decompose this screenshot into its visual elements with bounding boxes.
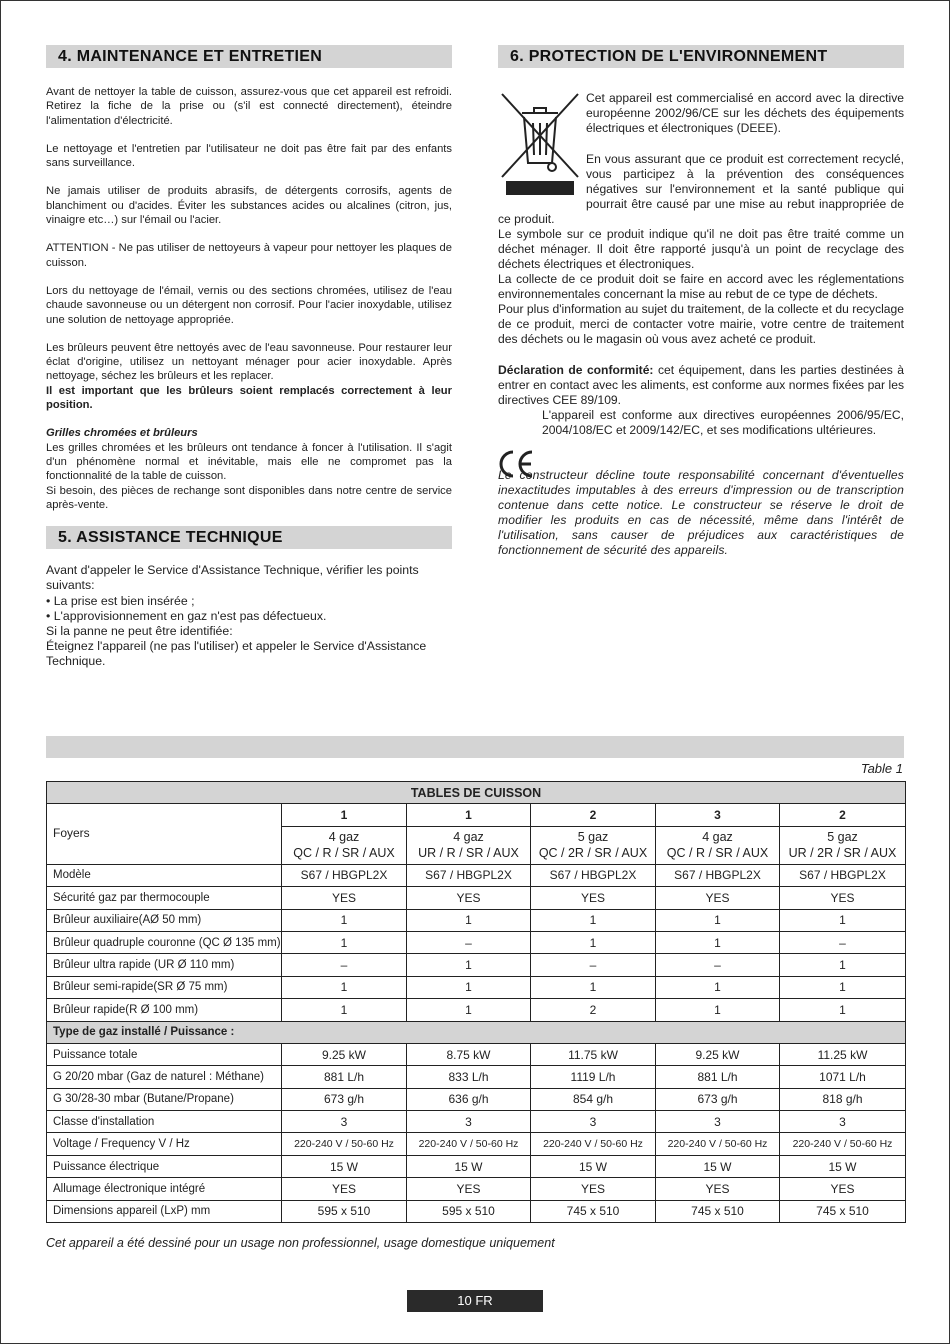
column-number: 2 xyxy=(531,804,656,826)
row-value: 745 x 510 xyxy=(656,1200,780,1222)
row-value: – xyxy=(780,931,906,953)
assistance-item: • L'approvisionnement en gaz n'est pas défectueux. xyxy=(46,608,327,623)
grilles-paragraph: Si besoin, des pièces de rechange sont disponibles dans notre centre de service après-vente. xyxy=(46,484,452,511)
table-row xyxy=(47,999,906,1021)
row-value: 15 W xyxy=(780,1155,906,1177)
row-value: 11.75 kW xyxy=(531,1043,656,1065)
row-value: 8.75 kW xyxy=(407,1043,531,1065)
row-value: YES xyxy=(407,1178,531,1200)
row-value: – xyxy=(407,931,531,953)
maintenance-paragraph: Le nettoyage et l'entretien par l'utilisateur ne doit pas être fait par des enfants sans surveillance. xyxy=(46,142,452,170)
assistance-item: Éteignez l'appareil (ne pas l'utiliser) et appeler le Service d'Assistance Technique. xyxy=(46,639,427,669)
row-value: 11.25 kW xyxy=(780,1043,906,1065)
maintenance-warning: Il est important que les brûleurs soient remplacés correctement à leur position. xyxy=(46,384,452,412)
table-row xyxy=(47,954,906,976)
disclaimer-paragraph: Le constructeur décline toute responsabilité concernant d'éventuelles inexactitudes imputables à des erreurs d'impression ou de transcription contenue dans cette notice. Le constructeur se réserve le droit de modifier les produits en cas de nécessité, même dans l'intérêt de l'utilisation, sans causer de préjudices aux caractéristiques de fonctionnement de sécurité des appareils. xyxy=(498,468,904,557)
maintenance-heading: 4. MAINTENANCE ET ENTRETIEN xyxy=(46,45,452,68)
row-value: 881 L/h xyxy=(282,1066,407,1088)
row-value: YES xyxy=(780,887,906,909)
row-value: 1 xyxy=(407,954,531,976)
assistance-heading: 5. ASSISTANCE TECHNIQUE xyxy=(46,526,452,549)
row-value: 3 xyxy=(656,1111,780,1133)
row-value: 673 g/h xyxy=(656,1088,780,1110)
environment-paragraph: Cet appareil est commercialisé en accord avec la directive européenne 2002/96/CE sur les déchets des équipements électriques et électroniques (DEEE). xyxy=(586,91,904,135)
table-footnote: Cet appareil a été dessiné pour un usage non professionnel, usage domestique uniquement xyxy=(46,1236,555,1250)
row-label: Brûleur rapide(R Ø 100 mm) xyxy=(47,999,282,1021)
row-value: 1 xyxy=(531,909,656,931)
row-value: 833 L/h xyxy=(407,1066,531,1088)
table-note: Table 1 xyxy=(860,761,903,776)
table-title-row xyxy=(47,782,906,804)
grilles-subheading: Grilles chromées et brûleurs xyxy=(46,427,198,440)
declaration-text: cet équipement, dans les parties destinées à entrer en contact avec les aliments, est conforme aux normes fixées par les directives CEE 89/109. xyxy=(498,363,905,407)
burner-config: QC / R / SR / AUX xyxy=(293,846,395,861)
row-value: YES xyxy=(282,887,407,909)
row-value: 1 xyxy=(282,931,407,953)
table-number-row xyxy=(47,804,906,826)
row-value: 636 g/h xyxy=(407,1088,531,1110)
row-value: YES xyxy=(407,887,531,909)
declaration-paragraph xyxy=(498,363,904,408)
table-row xyxy=(47,864,906,886)
row-value: 15 W xyxy=(407,1155,531,1177)
column-number: 1 xyxy=(407,804,531,826)
table-row xyxy=(47,1088,906,1110)
row-value: 881 L/h xyxy=(656,1066,780,1088)
row-value: 2 xyxy=(531,999,656,1021)
row-value: YES xyxy=(656,1178,780,1200)
maintenance-paragraph: Avant de nettoyer la table de cuisson, assurez-vous que cet appareil est refroidi. Retirez la fiche de la prise ou (s'il est connecté directement), éteindre l'alimentation d'électricité. xyxy=(46,86,452,127)
row-label: Puissance totale xyxy=(47,1043,282,1065)
row-label: G 20/20 mbar (Gaz de naturel : Méthane) xyxy=(47,1066,282,1088)
row-value: 220-240 V / 50-60 Hz xyxy=(531,1133,656,1155)
row-value: – xyxy=(656,954,780,976)
table-row xyxy=(47,887,906,909)
column-number: 1 xyxy=(282,804,407,826)
environment-paragraph: La collecte de ce produit doit se faire en accord avec les réglementations environnementales concernant la mise au rebut de ce type de déchets. xyxy=(498,272,904,301)
row-value: 595 x 510 xyxy=(407,1200,531,1222)
left-column xyxy=(46,45,452,670)
row-value: 1 xyxy=(282,909,407,931)
row-value: 1 xyxy=(531,931,656,953)
burner-config: UR / R / SR / AUX xyxy=(418,846,519,861)
row-value: 1 xyxy=(780,909,906,931)
gas-count: 4 gaz xyxy=(328,830,360,845)
row-label: Sécurité gaz par thermocouple xyxy=(47,887,282,909)
row-value: 3 xyxy=(282,1111,407,1133)
row-value: S67 / HBGPL2X xyxy=(531,864,656,886)
table-row xyxy=(47,909,906,931)
table-row xyxy=(47,976,906,998)
row-value: 1 xyxy=(656,999,780,1021)
gas-count: 4 gaz xyxy=(453,830,484,845)
row-value: 9.25 kW xyxy=(656,1043,780,1065)
config-cell xyxy=(407,826,531,864)
row-label: Brûleur auxiliaire(AØ 50 mm) xyxy=(47,909,282,931)
column-number: 2 xyxy=(780,804,906,826)
row-value: 3 xyxy=(780,1111,906,1133)
row-label: Puissance électrique xyxy=(47,1155,282,1177)
row-value: – xyxy=(531,954,656,976)
row-value: 15 W xyxy=(656,1155,780,1177)
table-row xyxy=(47,931,906,953)
row-value: 745 x 510 xyxy=(780,1200,906,1222)
row-label: Allumage électronique intégré xyxy=(47,1178,282,1200)
row-value: 673 g/h xyxy=(282,1088,407,1110)
row-value: 1 xyxy=(282,999,407,1021)
maintenance-paragraph: Lors du nettoyage de l'émail, vernis ou des sections chromées, utilisez de l'eau chaude savonneuse ou un détergent non corrosif. Pour l'acier inoxydable, utilisez une solution de nettoyage appropriée. xyxy=(46,284,452,326)
row-label: Voltage / Frequency V / Hz xyxy=(47,1133,282,1155)
row-label: Dimensions appareil (LxP) mm xyxy=(47,1200,282,1222)
row-value: 220-240 V / 50-60 Hz xyxy=(780,1133,906,1155)
table-row xyxy=(47,1043,906,1065)
environment-paragraph: En vous assurant que ce produit est correctement recyclé, vous participez à la prévention des conséquences négatives sur l'environnement et la santé publique qui pourrait être causé par une mise au rebut inappropriée de ce produit. xyxy=(498,152,904,226)
environment-heading: 6. PROTECTION DE L'ENVIRONNEMENT xyxy=(498,45,904,68)
declaration-label: Déclaration de conformité: xyxy=(498,363,654,377)
row-value: 1 xyxy=(656,976,780,998)
row-value: 220-240 V / 50-60 Hz xyxy=(282,1133,407,1155)
maintenance-paragraph: Les brûleurs peuvent être nettoyés avec de l'eau savonneuse. Pour restaurer leur éclat d'origine, utilisez un nettoyant ménager pour acier inoxydable. Après nettoyage, séchez les brûleurs et les replacer. xyxy=(46,341,452,383)
row-value: 9.25 kW xyxy=(282,1043,407,1065)
row-value: 818 g/h xyxy=(780,1088,906,1110)
table-band xyxy=(46,736,904,758)
row-value: 1 xyxy=(780,999,906,1021)
row-value: 1 xyxy=(407,909,531,931)
row-value: – xyxy=(282,954,407,976)
row-value: 220-240 V / 50-60 Hz xyxy=(656,1133,780,1155)
row-value: 15 W xyxy=(282,1155,407,1177)
row-value: YES xyxy=(531,1178,656,1200)
burner-config: QC / R / SR / AUX xyxy=(666,846,769,861)
config-cell xyxy=(531,826,656,864)
row-value: YES xyxy=(531,887,656,909)
section-label: Type de gaz installé / Puissance : xyxy=(47,1021,906,1043)
row-label: Brûleur semi-rapide(SR Ø 75 mm) xyxy=(47,976,282,998)
grilles-paragraph: Les grilles chromées et les brûleurs ont tendance à foncer à l'utilisation. Il s'agit d'un phénomène normal et inévitable, mais elle ne compromet pas la fonctionnalité de la table de cuisson. xyxy=(46,441,452,483)
maintenance-paragraph: ATTENTION - Ne pas utiliser de nettoyeurs à vapeur pour nettoyer les plaques de cuisson. xyxy=(46,242,452,269)
table-row xyxy=(47,1200,906,1222)
row-value: 854 g/h xyxy=(531,1088,656,1110)
burner-config: QC / 2R / SR / AUX xyxy=(538,846,648,861)
table-row xyxy=(47,1111,906,1133)
row-label: Brûleur quadruple couronne (QC Ø 135 mm) xyxy=(47,931,282,953)
column-number: 3 xyxy=(656,804,780,826)
crossed-bin-icon xyxy=(500,91,580,199)
row-label: Brûleur ultra rapide (UR Ø 110 mm) xyxy=(47,954,282,976)
row-value: 1 xyxy=(407,976,531,998)
row-value: 595 x 510 xyxy=(282,1200,407,1222)
row-value: 220-240 V / 50-60 Hz xyxy=(407,1133,531,1155)
row-value: 1071 L/h xyxy=(780,1066,906,1088)
row-value: 1 xyxy=(780,954,906,976)
row-value: 1 xyxy=(407,999,531,1021)
gas-count: 5 gaz xyxy=(827,830,858,845)
row-value: YES xyxy=(656,887,780,909)
burner-config: UR / 2R / SR / AUX xyxy=(788,846,897,861)
row-value: 1 xyxy=(780,976,906,998)
row-value: YES xyxy=(780,1178,906,1200)
row-value: S67 / HBGPL2X xyxy=(780,864,906,886)
table-row xyxy=(47,1066,906,1088)
table-section-row xyxy=(47,1021,906,1043)
gas-count: 4 gaz xyxy=(702,830,733,845)
row-value: 1 xyxy=(656,909,780,931)
row-value: 15 W xyxy=(531,1155,656,1177)
config-cell xyxy=(780,826,906,864)
row-value: 1 xyxy=(656,931,780,953)
ce-mark-icon xyxy=(498,449,536,479)
specs-table xyxy=(46,781,906,1223)
foyers-label: Foyers xyxy=(47,804,282,864)
environment-paragraph: Pour plus d'information au sujet du traitement, de la collecte et du recyclage de ce produit, merci de contacter votre mairie, votre centre de traitement des déchets ou le magasin où vous avez acheté ce produit. xyxy=(498,302,904,346)
table-row xyxy=(47,1178,906,1200)
ce-paragraph: L'appareil est conforme aux directives européennes 2006/95/EC, 2004/108/EC et 2009/142/EC, et ses modifications ultérieures. xyxy=(542,408,904,437)
maintenance-paragraph: Ne jamais utiliser de produits abrasifs, de détergents corrosifs, agents de blanchiment ou d'acides. Éviter les substances acides ou alcalines (citron, jus, vinaigre etc…) sur l'émail ou l'acier. xyxy=(46,185,452,227)
row-value: 745 x 510 xyxy=(531,1200,656,1222)
page-number: 10 FR xyxy=(407,1290,543,1312)
row-value: 3 xyxy=(531,1111,656,1133)
table-title: TABLES DE CUISSON xyxy=(47,782,906,804)
row-value: YES xyxy=(282,1178,407,1200)
row-label: G 30/28-30 mbar (Butane/Propane) xyxy=(47,1088,282,1110)
row-label: Classe d'installation xyxy=(47,1111,282,1133)
row-value: S67 / HBGPL2X xyxy=(282,864,407,886)
row-value: 1 xyxy=(282,976,407,998)
assistance-item: • La prise est bien insérée ; xyxy=(46,593,195,608)
environment-paragraph: Le symbole sur ce produit indique qu'il ne doit pas être traité comme un déchet ménager. Il doit être rapporté jusqu'à un point de recyclage des déchets électriques et électroniques. xyxy=(498,227,904,271)
assistance-intro: Avant d'appeler le Service d'Assistance Technique, vérifier les points suivants: xyxy=(46,563,419,593)
row-value: 3 xyxy=(407,1111,531,1133)
table-row xyxy=(47,1133,906,1155)
row-value: S67 / HBGPL2X xyxy=(407,864,531,886)
row-value: 1 xyxy=(531,976,656,998)
row-label: Modèle xyxy=(47,864,282,886)
table-row xyxy=(47,1155,906,1177)
assistance-item: Si la panne ne peut être identifiée: xyxy=(46,623,233,638)
row-value: 1119 L/h xyxy=(531,1066,656,1088)
row-value: S67 / HBGPL2X xyxy=(656,864,780,886)
gas-count: 5 gaz xyxy=(577,830,609,845)
config-cell xyxy=(656,826,780,864)
config-cell xyxy=(282,826,407,864)
